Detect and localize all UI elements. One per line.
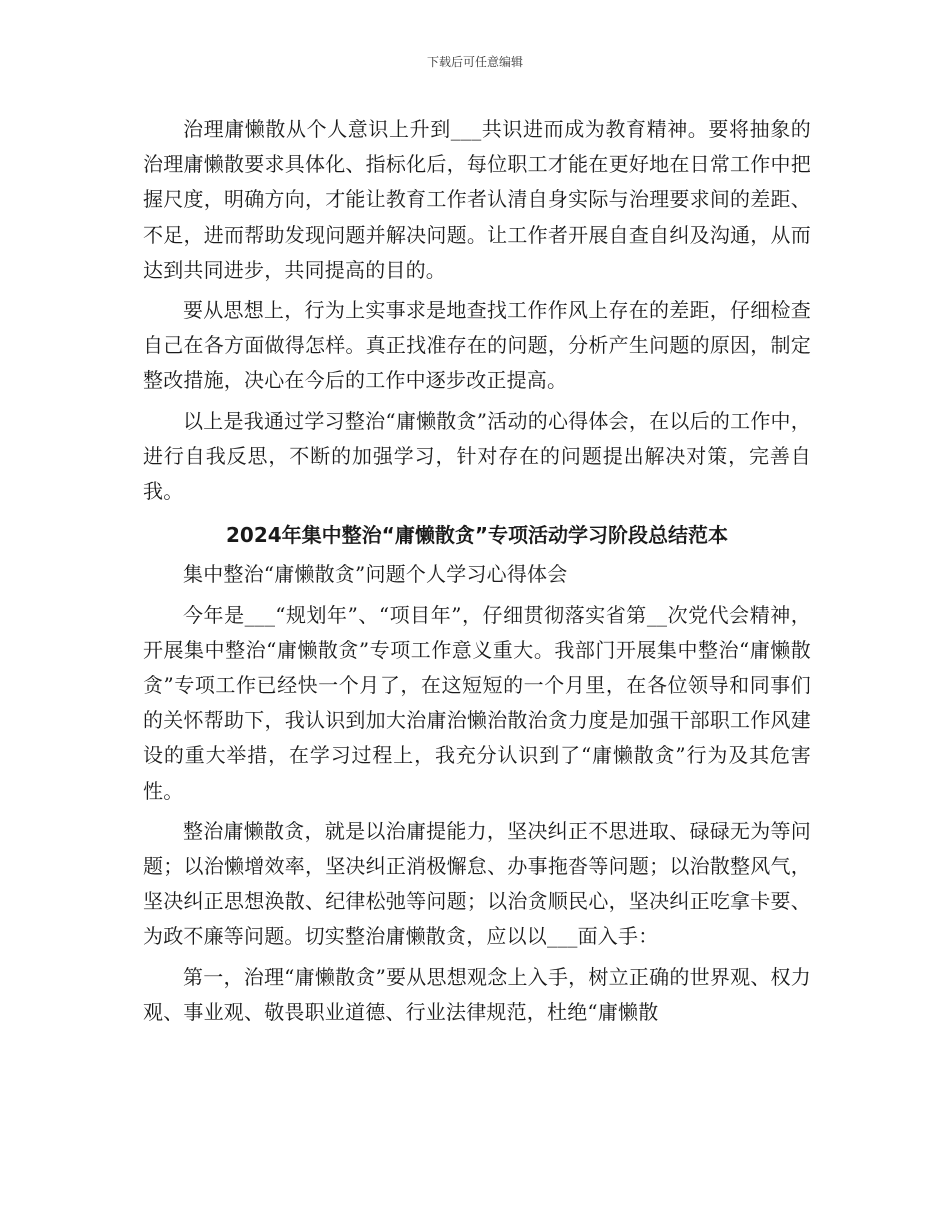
document-body [143, 112, 811, 1030]
paragraph: 以上是我通过学习整治“庸懒散贪”活动的心得体会，在以后的工作中，进行自我反思，不断的加强学习，针对存在的问题提出解决对策，完善自我。 [143, 408, 811, 504]
paragraph: 第一，治理“庸懒散贪”要从思想观念上入手，树立正确的世界观、权力观、事业观、敬畏职业道德、行业法律规范，杜绝“庸懒散 [143, 964, 811, 1024]
section-title: 2024年集中整治“庸懒散贪”专项活动学习阶段总结范本 [226, 523, 728, 548]
paragraph: 今年是___“规划年”、“项目年”，仔细贯彻落实省第__次党代会精神，开展集中整治“庸懒散贪”专项工作意义重大。我部门开展集中整治“庸懒散贪”专项工作已经快一个月了，在这短短的一个月里，在各位领导和同事们的关怀帮助下，我认识到加大治庸治懒治散治贪力度是加强干部职工作风建设的重大举措，在学习过程上，我充分认识到了“庸懒散贪”行为及其危害性。 [143, 602, 811, 803]
paragraph: 要从思想上，行为上实事求是地查找工作作风上存在的差距，仔细检查自己在各方面做得怎样。真正找准存在的问题，分析产生问题的原因，制定整改措施，决心在今后的工作中逐步改正提高。 [143, 298, 811, 393]
paragraph-subtitle: 集中整治“庸懒散贪”问题个人学习心得体会 [183, 562, 568, 587]
paragraph: 整治庸懒散贪，就是以治庸提能力，坚决纠正不思进取、碌碌无为等问题；以治懒增效率，坚决纠正消极懈怠、办事拖沓等问题；以治散整风气，坚决纠正思想涣散、纪律松弛等问题；以治贪顺民心，坚决纠正吃拿卡要、为政不廉等问题。切实整治庸懒散贪，应以以___面入手： [143, 818, 811, 949]
paragraph: 治理庸懒散从个人意识上升到___共识进而成为教育精神。要将抽象的治理庸懒散要求具体化、指标化后，每位职工才能在更好地在日常工作中把握尺度，明确方向，才能让教育工作者认清自身实际与治理要求间的差距、不足，进而帮助发现问题并解决问题。让工作者开展自查自纠及沟通，从而达到共同进步，共同提高的目的。 [143, 117, 811, 282]
page-header: 下载后可任意编辑 [426, 55, 523, 69]
